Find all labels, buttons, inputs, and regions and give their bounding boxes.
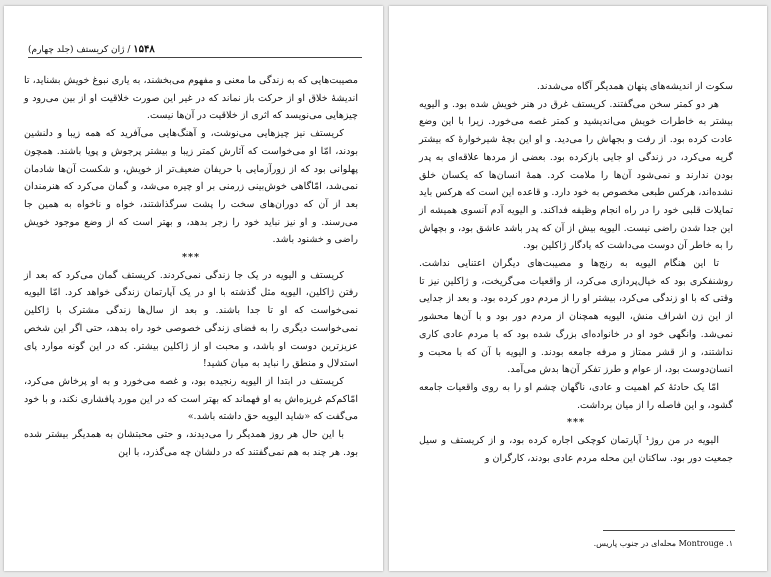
footnote: ۱. Montrouge محله‌ای در جنوب پاریس.: [593, 539, 733, 548]
paragraph: با این حال هر روز همدیگر را می‌دیدند، و حتی محبتشان به همدیگر بیشتر شده بود. هر چند به هم نمی‌گفتند که در دلشان چه می‌گذرد، با این: [24, 429, 358, 458]
left-body-text: [24, 72, 358, 461]
right-body-text: [419, 78, 733, 467]
left-page: [4, 6, 383, 571]
paragraph: مصیبت‌هایی که به زندگی ما معنی و مفهوم می‌بخشند، به یاری نبوغ خویش بشناید، تا اندیشهٔ خلاق او از حرکت باز نماند که در غیر این صورت خلاقیت او از بین می‌رود و چیزهایی می‌نویسد که اثری از خلاقیت در آن‌ها نیست.: [24, 75, 358, 122]
paragraph: سکوت از اندیشه‌های پنهان همدیگر آگاه می‌شدند.: [536, 81, 733, 92]
header-title: / ژان کریستف (جلد چهارم): [28, 45, 131, 55]
footnote-divider: [603, 530, 735, 531]
right-page: [389, 6, 767, 571]
paragraph: کریستف نیز چیزهایی می‌نوشت، و آهنگ‌هایی می‌آفرید که همه زیبا و دلنشین بودند، امّا او می‌خواست که آثارش کمتر زیبا و بیشتر پرجوش و پویا باشند. همچون پهلوانی بود که از زورآزمایی با حریفان ضعیف‌تر از خویش، و شکست آن‌ها شادمان نمی‌شد، امّاگاهی خوش‌بینی زرمنی بر او چیره می‌شد، و گمان می‌کرد که هنرمندان بعد از آن که دوران‌های سخت را پشت سرگذاشتند، خواه و ناخواه به همین جا می‌رسند. و او نیز نباید خود را زجر بدهد، و بهتر است که از وضع موجود خویش راضی و خشنود باشد.: [24, 128, 358, 246]
paragraph: تا این هنگام الیویه به رنج‌ها و مصیبت‌های دیگران اعتنایی نداشت. روشنفکری بود که خیال‌پردازی می‌کرد، از واقعیات می‌گریخت، و ژاکلین نیز تا وقتی که با او زندگی می‌کرد، بیشتر او را از مردم دور کرده بود. و بعد از جدایی از این زن اشراف منش، الیویه همچنان از مردم دور بود و با آن‌ها محشور نمی‌شد. وانگهی خود او در خانواده‌ای بزرگ شده بود که با مردم عادی کاری نداشتند، و از قشر ممتاز و مرفه جامعه بودند. و الیویه با آن که با محبت و انسان‌دوست بود، از عوام و طرز تفکر آن‌ها بدش می‌آمد.: [419, 258, 733, 376]
page-number: ۱۵۴۸: [133, 44, 155, 55]
running-header: [28, 44, 362, 58]
section-divider: ***: [566, 417, 586, 429]
paragraph: هر دو کمتر سخن می‌گفتند. کریستف غرق در هنر خویش شده بود. و الیویه بیشتر به خاطرات خویش می‌اندیشید و کمتر غصه می‌خورد. زیرا با این وضع عادت کرده بود. از رفت و بجهاش را می‌دید. و او این بچهٔ شیرخوارهٔ که بیشتر گریه می‌کرد، در زندگی او جایی بازکرده بود. بعضی از مردها علاقه‌ای به پدر بودن ندارند و نمی‌شود آن‌ها را ملامت کرد. همهٔ انسان‌ها که یکسان خلق نشده‌اند، هرکس طبعی مخصوص به خود دارد. و قاعده این است که هرکس باید تمایلات قلبی خود را در راه انجام وظیفه فداکند. و الیویه آدم آنسوی همیشه از این جدا شدن راضی نیست. الیویه بیش از آن که پدر باشد عاشق بود، و بچهاش را به خاطر آن دوست می‌داشت که یادگار ژاکلین بود.: [419, 98, 733, 252]
paragraph: کریستف در ابتدا از الیویه رنجیده بود، و غصه می‌خورد و به او پرخاش می‌کرد، امّاکم‌کم غریزه‌اش به او فهماند که بهتر است که در این مورد پافشاری نکند، و با خود می‌گفت که «شاید الیویه حق داشته باشد.»: [24, 375, 358, 423]
paragraph: امّا یک حادثهٔ کم اهمیت و عادی، ناگهان چشم او را به روی واقعیات جامعه گشود، و این فاصله را از میان برداشت.: [419, 381, 733, 411]
paragraph: الیویه در من روژ¹ آپارتمان کوچکی اجاره کرده بود، و از کریستف و سیل جمعیت دور بود. ساکنان این محله مردم عادی بودند، کارگران و: [419, 435, 733, 464]
paragraph: کریستف و الیویه در یک جا زندگی نمی‌کردند. کریستف گمان می‌کرد که بعد از رفتن ژاکلین، الیویه مثل گذشته با او در یک آپارتمان زندگی خواهد کرد. امّا الیویه نمی‌خواست که او تا جدا باشند. و بعد از سال‌ها زندگی مشترک با ژاکلین نمی‌خواست دیگری را به فضای زندگی خصوصی خود راه بدهد، حتی اگر این شخص عزیزترین دوست او باشد، و محبت او از ژاکلین بیشتر. که در این گونه موارد پای استدلال و منطق را نباید به میان کشید!: [24, 269, 358, 370]
section-divider: ***: [181, 252, 201, 264]
